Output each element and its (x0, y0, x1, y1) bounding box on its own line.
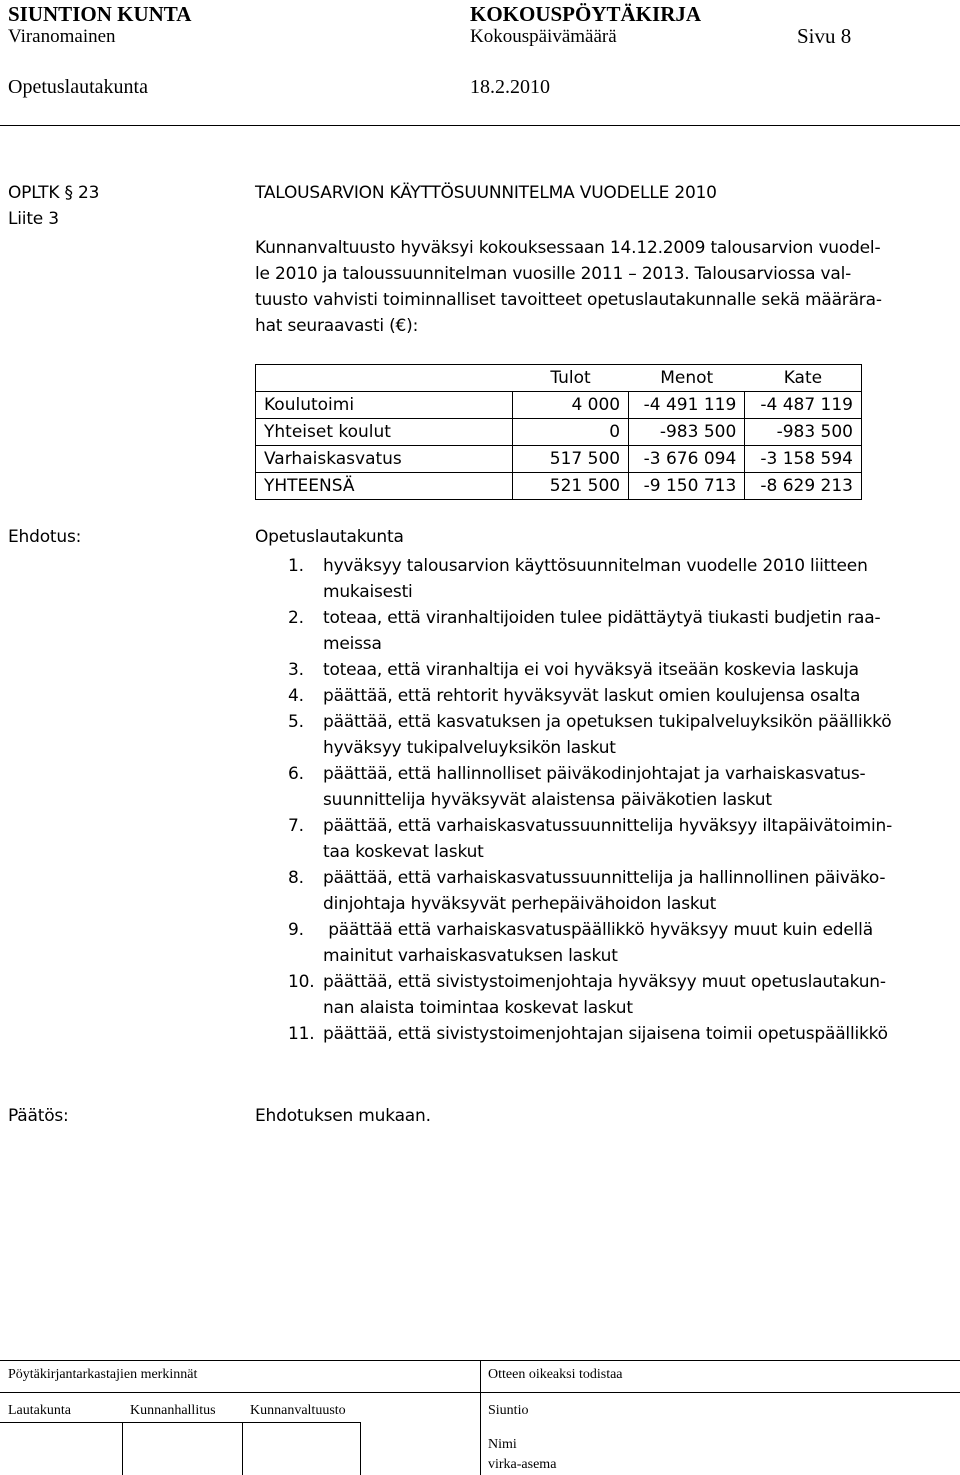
item-number: 6. (288, 764, 304, 784)
meeting-date-label: Kokouspäivämäärä (470, 26, 617, 47)
item-number: 4. (288, 686, 304, 706)
footer-col-divider-3 (360, 1422, 361, 1475)
authority-label: Viranomainen (8, 26, 116, 47)
column-header: Tulot (512, 365, 628, 392)
row-name: Yhteiset koulut (256, 419, 513, 446)
header-divider (0, 125, 960, 126)
cell-tulot: 521 500 (512, 473, 628, 500)
item-line: meissa (323, 634, 382, 654)
proposal-list (288, 553, 960, 1047)
item-line: mukaisesti (323, 582, 413, 602)
item-line: dinjohtaja hyväksyvät perhepäivähoidon laskut (323, 894, 717, 914)
intro-line: Kunnanvaltuusto hyväksyi kokouksessaan 14.12.2009 talousarvion vuodel- (255, 238, 881, 258)
list-item (288, 553, 960, 605)
item-number: 11. (288, 1024, 315, 1044)
list-item (288, 683, 960, 709)
table-row-total (256, 473, 862, 500)
table-row (256, 419, 862, 446)
footer-col-lautakunta: Lautakunta (8, 1403, 71, 1418)
item-line: päättää, että kasvatuksen ja opetuksen tukipalveluyksikön päällikkö (323, 712, 892, 732)
list-item (288, 605, 960, 657)
item-line: nan alaista toimintaa koskevat laskut (323, 998, 633, 1018)
cell-tulot: 0 (512, 419, 628, 446)
intro-line: tuusto vahvisti toiminnalliset tavoitteet opetuslautakunnalle sekä määrära- (255, 290, 882, 310)
document-type: KOKOUSPÖYTÄKIRJA (470, 2, 702, 26)
item-number: 1. (288, 556, 304, 576)
row-name: YHTEENSÄ (256, 473, 513, 500)
footer-position-label: virka-asema (488, 1457, 557, 1472)
item-line: mainitut varhaiskasvatuksen laskut (323, 946, 618, 966)
list-item (288, 865, 960, 917)
item-line: päättää, että hallinnolliset päiväkodinjohtajat ja varhaiskasvatus- (323, 764, 866, 784)
item-line: päättää että varhaiskasvatuspäällikkö hyväksyy muut kuin edellä (323, 920, 873, 940)
row-name: Koulutoimi (256, 392, 513, 419)
item-line: toteaa, että viranhaltija ei voi hyväksyä itseään koskevia laskuja (323, 660, 859, 680)
item-line: toteaa, että viranhaltijoiden tulee pidättäytyä tiukasti budjetin raa- (323, 608, 881, 628)
column-header: Kate (745, 365, 862, 392)
cell-kate: -3 158 594 (745, 446, 862, 473)
row-name: Varhaiskasvatus (256, 446, 513, 473)
footer-col-divider-2 (242, 1422, 243, 1475)
cell-kate: -983 500 (745, 419, 862, 446)
authority-value: Opetuslautakunta (8, 76, 148, 98)
proposal-label: Ehdotus: (8, 527, 82, 547)
list-item (288, 761, 960, 813)
item-number: 3. (288, 660, 304, 680)
item-line: päättää, että varhaiskasvatussuunnittelija ja hallinnollinen päiväko- (323, 868, 886, 888)
item-number: 7. (288, 816, 304, 836)
cell-tulot: 517 500 (512, 446, 628, 473)
list-item (288, 709, 960, 761)
item-number: 8. (288, 868, 304, 888)
footer-col-divider-1 (122, 1422, 123, 1475)
item-line: taa koskevat laskut (323, 842, 484, 862)
list-item (288, 813, 960, 865)
table-header-blank (256, 365, 513, 392)
footer-row-divider (0, 1392, 960, 1393)
cell-menot: -4 491 119 (629, 392, 745, 419)
item-line: suunnittelija hyväksyvät alaistensa päiväkotien laskut (323, 790, 772, 810)
cell-kate: -8 629 213 (745, 473, 862, 500)
section-title: TALOUSARVION KÄYTTÖSUUNNITELMA VUODELLE 2010 (255, 183, 717, 203)
list-item (288, 657, 960, 683)
item-line: päättää, että varhaiskasvatussuunnittelija hyväksyy iltapäivätoimin- (323, 816, 893, 836)
list-item (288, 917, 960, 969)
table-row (256, 392, 862, 419)
cell-menot: -983 500 (629, 419, 745, 446)
intro-line: le 2010 ja taloussuunnitelman vuosille 2011 – 2013. Talousarviossa val- (255, 264, 852, 284)
item-line: hyväksyy talousarvion käyttösuunnitelman vuodelle 2010 liitteen (323, 556, 868, 576)
cell-tulot: 4 000 (512, 392, 628, 419)
item-number: 10. (288, 972, 315, 992)
decision-label: Päätös: (8, 1106, 69, 1126)
item-number: 9. (288, 920, 304, 940)
list-item (288, 1021, 960, 1047)
column-header: Menot (629, 365, 745, 392)
footer-col-kunnanhallitus: Kunnanhallitus (130, 1403, 216, 1418)
budget-table (255, 364, 862, 500)
section-code: OPLTK § 23 (8, 183, 100, 203)
intro-line: hat seuraavasti (€): (255, 316, 419, 336)
intro-paragraph (255, 235, 882, 339)
cell-kate: -4 487 119 (745, 392, 862, 419)
item-number: 2. (288, 608, 304, 628)
item-line: päättää, että sivistystoimenjohtajan sijaisena toimii opetuspäällikkö (323, 1024, 888, 1044)
footer-place: Siuntio (488, 1403, 529, 1418)
footer-signature-line (0, 1422, 360, 1423)
decision-text: Ehdotuksen mukaan. (255, 1106, 431, 1126)
proposal-body-label: Opetuslautakunta (255, 527, 404, 547)
page-number: Sivu 8 (797, 24, 852, 48)
list-item (288, 969, 960, 1021)
cell-menot: -3 676 094 (629, 446, 745, 473)
table-header-row (256, 365, 862, 392)
table-row (256, 446, 862, 473)
footer-center-divider (480, 1361, 481, 1475)
municipality-name: SIUNTION KUNTA (8, 2, 192, 26)
item-line: päättää, että rehtorit hyväksyvät laskut omien koulujensa osalta (323, 686, 861, 706)
reviewers-label: Pöytäkirjantarkastajien merkinnät (8, 1367, 198, 1382)
cell-menot: -9 150 713 (629, 473, 745, 500)
footer-name-label: Nimi (488, 1437, 517, 1452)
certified-label: Otteen oikeaksi todistaa (488, 1367, 623, 1382)
item-number: 5. (288, 712, 304, 732)
meeting-date-value: 18.2.2010 (470, 76, 550, 98)
item-line: päättää, että sivistystoimenjohtaja hyväksyy muut opetuslautakun- (323, 972, 886, 992)
attachment-label: Liite 3 (8, 209, 59, 229)
item-line: hyväksyy tukipalveluyksikön laskut (323, 738, 616, 758)
footer-col-kunnanvaltuusto: Kunnanvaltuusto (250, 1403, 346, 1418)
